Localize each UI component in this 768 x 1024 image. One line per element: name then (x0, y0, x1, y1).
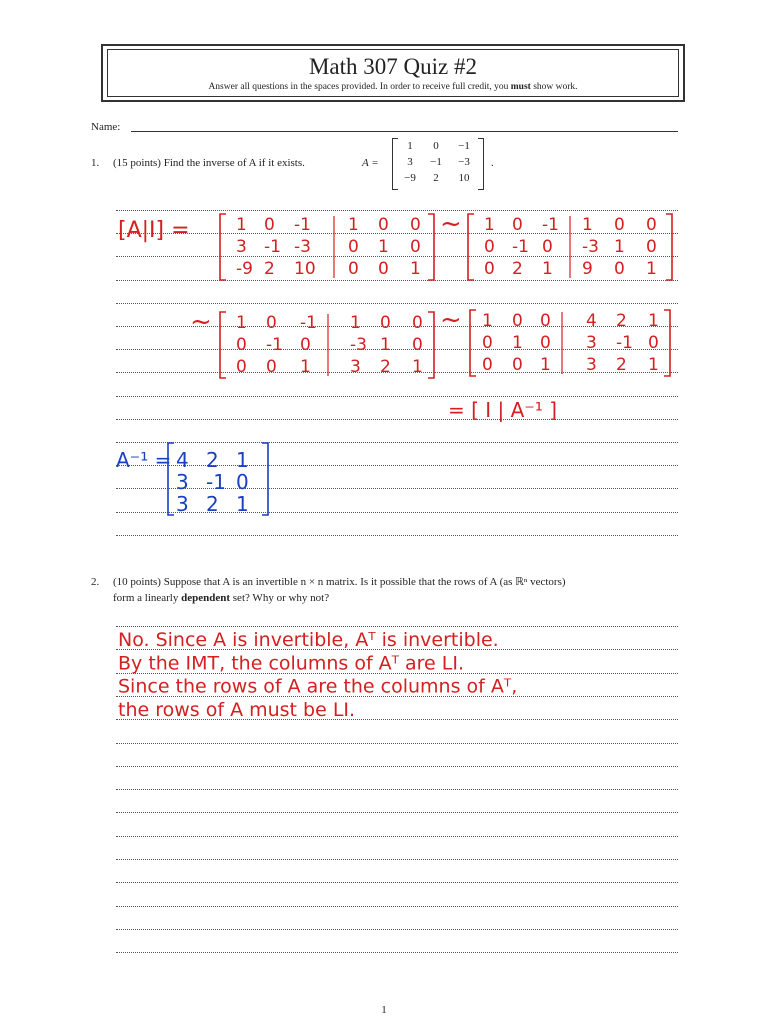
hw-matrix-3-entry: -1 (266, 335, 283, 355)
hw-matrix-4-entry: 0 (540, 311, 551, 331)
hw-answer-line: No. Since A is invertible, Aᵀ is invertible. (118, 629, 499, 651)
hw-matrix-1-entry: 1 (236, 215, 247, 235)
hw-ainv-entry: 0 (236, 470, 249, 494)
hw-matrix-3-entry: 1 (350, 313, 361, 333)
hw-matrix-1-entry: 0 (378, 259, 389, 279)
instructions-bold: must (510, 82, 531, 92)
q1-matrix-cell: 2 (433, 172, 439, 184)
hw-ainv-label: A⁻¹ = (116, 448, 172, 472)
hw-ainv-entry: 1 (236, 492, 249, 516)
hw-matrix-1-entry: 0 (264, 215, 275, 235)
hw-matrix-3-entry: 2 (380, 357, 391, 377)
hw-matrix-2-entry: 0 (614, 215, 625, 235)
page-number: 1 (381, 1004, 387, 1016)
hw-bracket-left (470, 310, 476, 376)
hw-matrix-1-entry: 10 (294, 259, 316, 279)
hw-equals-identity: = [ I | A⁻¹ ] (448, 398, 558, 422)
hw-ainv-entry: -1 (206, 470, 226, 494)
hw-matrix-1-entry: -1 (264, 237, 281, 257)
hw-matrix-3-entry: 0 (266, 313, 277, 333)
hw-matrix-4-entry: 3 (586, 333, 597, 353)
hw-matrix-2-entry: 0 (512, 215, 523, 235)
hw-matrix-3-entry: -3 (350, 335, 367, 355)
hw-matrix-2-entry: 1 (614, 237, 625, 257)
hw-ainv-entry: 3 (176, 470, 189, 494)
hw-bracket-right (262, 443, 268, 515)
hw-matrix-1-entry: -1 (294, 215, 311, 235)
hw-matrix-4-entry: 0 (482, 333, 493, 353)
q1-matrix-cell: 1 (407, 140, 413, 152)
hw-matrix-1-entry: 0 (378, 215, 389, 235)
hw-matrix-4-entry: 1 (648, 311, 659, 331)
hw-matrix-2-entry: 0 (484, 259, 495, 279)
hw-bracket-right (664, 310, 670, 376)
hw-matrix-4-entry: 1 (540, 355, 551, 375)
hw-matrix-3-entry: 1 (412, 357, 423, 377)
hw-ainv-entry: 2 (206, 492, 219, 516)
hw-matrix-3-entry: 1 (300, 357, 311, 377)
hw-matrix-1-entry: 0 (410, 215, 421, 235)
hw-matrix-1-entry: 0 (410, 237, 421, 257)
q2-line2-pre: form a linearly (113, 592, 182, 604)
q1-matrix-label: A = (362, 157, 379, 169)
hw-matrix-4-entry: 0 (512, 355, 523, 375)
hw-matrix-2-entry: 0 (646, 237, 657, 257)
hw-matrix-2-entry: 1 (582, 215, 593, 235)
hw-matrix-3-entry: 0 (300, 335, 311, 355)
hw-matrix-3-entry: 0 (266, 357, 277, 377)
hw-matrix-2-entry: -1 (542, 215, 559, 235)
hw-matrix-3-entry: 3 (350, 357, 361, 377)
hw-matrix-2-entry: 9 (582, 259, 593, 279)
hw-answer-line: Since the rows of A are the columns of Aᵀ, (118, 675, 518, 698)
hw-bracket-right (428, 214, 434, 280)
hw-matrix-3-entry: 0 (236, 357, 247, 377)
hw-aug-label: [A|I] = (118, 218, 190, 243)
q1-matrix-cell: −9 (404, 172, 416, 184)
q2-line2-post: set? Why or why not? (230, 592, 330, 604)
hw-matrix-1-entry: 0 (348, 259, 359, 279)
hw-matrix-4-entry: 4 (586, 311, 597, 331)
hw-matrix-4-entry: 2 (616, 355, 627, 375)
hw-bracket-left (220, 312, 226, 378)
hw-matrix-4-entry: 2 (616, 311, 627, 331)
hw-matrix-3-entry: 1 (236, 313, 247, 333)
hw-matrix-1-entry: 3 (236, 237, 247, 257)
hw-matrix-3-entry: 0 (412, 335, 423, 355)
hw-matrix-1-entry: 1 (378, 237, 389, 257)
q1-matrix-cell: −3 (458, 156, 470, 168)
q1-period: . (491, 157, 494, 169)
q1-matrix-cell: 10 (458, 172, 470, 184)
hw-tilde-1: ~ (440, 209, 462, 239)
hw-matrix-4-entry: 0 (648, 333, 659, 353)
q1-matrix-cell: −1 (430, 156, 442, 168)
q1-matrix-cell: −1 (458, 140, 470, 152)
hw-ainv-entry: 4 (176, 448, 189, 472)
hw-ainv-entry: 3 (176, 492, 189, 516)
hw-matrix-1-entry: 1 (348, 215, 359, 235)
hw-matrix-3-entry: 1 (380, 335, 391, 355)
hw-matrix-2-entry: 1 (646, 259, 657, 279)
q1-text: (15 points) Find the inverse of A if it exists. (113, 157, 305, 169)
hw-matrix-1-entry: -3 (294, 237, 311, 257)
hw-ainv-entry: 1 (236, 448, 249, 472)
hw-ainv-entry: 2 (206, 448, 219, 472)
hw-matrix-2-entry: -1 (512, 237, 529, 257)
q2-number: 2. (91, 576, 100, 588)
hw-answer-line: the rows of A must be LI. (118, 698, 356, 721)
hw-matrix-3-entry: 0 (236, 335, 247, 355)
hw-matrix-4-entry: 1 (512, 333, 523, 353)
hw-bracket-right (428, 312, 434, 378)
hw-matrix-3-entry: 0 (412, 313, 423, 333)
hw-matrix-4-entry: 3 (586, 355, 597, 375)
hw-matrix-4-entry: 0 (512, 311, 523, 331)
hw-bracket-right (666, 214, 672, 280)
hw-tilde-2: ~ (190, 307, 212, 337)
hw-matrix-2-entry: 1 (542, 259, 553, 279)
hw-matrix-4-entry: 0 (540, 333, 551, 353)
hw-answer-line: By the IMT, the columns of Aᵀ are LI. (118, 652, 465, 675)
hw-matrix-4-entry: 0 (482, 355, 493, 375)
hw-matrix-4-entry: 1 (482, 311, 493, 331)
hw-matrix-1-entry: 1 (410, 259, 421, 279)
q2-line1: (10 points) Suppose that A is an invertible n × n matrix. Is it possible that the rows of A (as ℝⁿ vectors) (113, 576, 566, 588)
hw-matrix-2-entry: -3 (582, 237, 599, 257)
hw-matrix-3-entry: 0 (380, 313, 391, 333)
q1-number: 1. (91, 157, 100, 169)
hw-matrix-1-entry: 0 (348, 237, 359, 257)
page-title: Math 307 Quiz #2 (308, 54, 477, 79)
hw-matrix-2-entry: 0 (542, 237, 553, 257)
q2-line2-bold: dependent (181, 592, 231, 604)
hw-bracket-left (468, 214, 474, 280)
hw-matrix-3-entry: -1 (300, 313, 317, 333)
hw-matrix-2-entry: 0 (484, 237, 495, 257)
instructions-post: show work. (530, 82, 578, 92)
name-label: Name: (91, 121, 121, 133)
q1-matrix-cell: 3 (407, 156, 413, 168)
hw-tilde-3: ~ (440, 305, 462, 335)
hw-matrix-1-entry: -9 (236, 259, 253, 279)
q1-matrix-cell: 0 (433, 140, 439, 152)
hw-bracket-left (220, 214, 226, 280)
hw-matrix-2-entry: 0 (614, 259, 625, 279)
hw-matrix-4-entry: 1 (648, 355, 659, 375)
hw-matrix-2-entry: 1 (484, 215, 495, 235)
hw-matrix-2-entry: 2 (512, 259, 523, 279)
hw-matrix-4-entry: -1 (616, 333, 633, 353)
hw-matrix-1-entry: 2 (264, 259, 275, 279)
hw-matrix-2-entry: 0 (646, 215, 657, 235)
instructions-pre: Answer all questions in the spaces provided. In order to receive full credit, you (208, 82, 511, 92)
